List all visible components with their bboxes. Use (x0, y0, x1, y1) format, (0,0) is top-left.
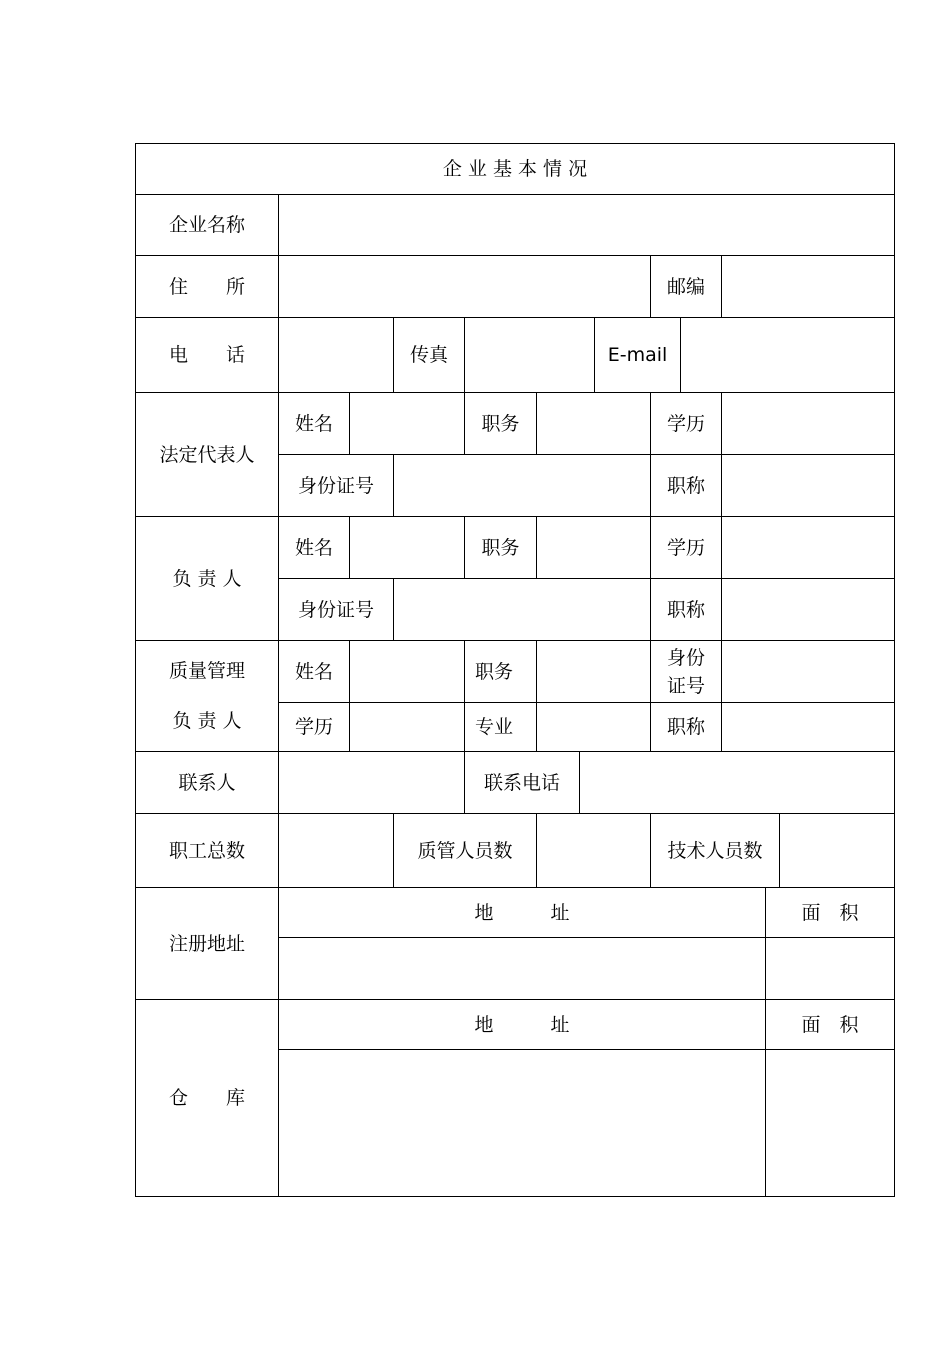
pic-education-field[interactable] (721, 516, 895, 579)
qc-staff-label: 质管人员数 (393, 813, 537, 888)
legal-rep-name-label: 姓名 (278, 392, 350, 455)
pic-position-field[interactable] (536, 516, 651, 579)
qm-major-label: 专业 (464, 702, 537, 752)
legal-rep-title-label: 职称 (650, 454, 722, 517)
legal-rep-position-field[interactable] (536, 392, 651, 455)
phone-label: 电 话 (135, 317, 279, 393)
qm-id-field[interactable] (721, 640, 895, 703)
postcode-label: 邮编 (650, 255, 722, 318)
warehouse-address-header: 地 址 (278, 999, 766, 1050)
qm-id-label-line1: 身份 (666, 646, 705, 669)
warehouse-area-header: 面 积 (765, 999, 895, 1050)
form-title: 企 业 基 本 情 况 (135, 143, 895, 195)
pic-position-label: 职务 (464, 516, 537, 579)
legal-rep-position-label: 职务 (464, 392, 537, 455)
tech-staff-label: 技术人员数 (650, 813, 780, 888)
company-name-field[interactable] (278, 194, 895, 256)
qm-title-field[interactable] (721, 702, 895, 752)
registered-address-label: 注册地址 (135, 887, 279, 1000)
contact-label: 联系人 (135, 751, 279, 814)
pic-title-field[interactable] (721, 578, 895, 641)
phone-field[interactable] (278, 317, 394, 393)
registered-area-header: 面 积 (765, 887, 895, 938)
fax-field[interactable] (464, 317, 595, 393)
email-label: E-mail (594, 317, 681, 393)
address-field[interactable] (278, 255, 651, 318)
legal-rep-education-field[interactable] (721, 392, 895, 455)
quality-manager-label-line2: 负 责 人 (172, 710, 242, 732)
qm-name-field[interactable] (349, 640, 465, 703)
postcode-field[interactable] (721, 255, 895, 318)
legal-rep-id-label: 身份证号 (278, 454, 394, 517)
person-in-charge-label: 负 责 人 (135, 516, 279, 641)
qm-id-label (650, 640, 722, 703)
qm-education-label: 学历 (278, 702, 350, 752)
address-label: 住 所 (135, 255, 279, 318)
tech-staff-field[interactable] (779, 813, 895, 888)
pic-title-label: 职称 (650, 578, 722, 641)
legal-rep-id-field[interactable] (393, 454, 651, 517)
contact-phone-label: 联系电话 (464, 751, 580, 814)
warehouse-area-field[interactable] (765, 1049, 895, 1197)
legal-rep-title-field[interactable] (721, 454, 895, 517)
qm-major-field[interactable] (536, 702, 651, 752)
pic-education-label: 学历 (650, 516, 722, 579)
company-name-label: 企业名称 (135, 194, 279, 256)
qm-position-label: 职务 (464, 640, 537, 703)
quality-manager-label-line1: 质量管理 (168, 660, 245, 682)
registered-area-field[interactable] (765, 937, 895, 1000)
warehouse-address-field[interactable] (278, 1049, 766, 1197)
pic-name-field[interactable] (349, 516, 465, 579)
legal-rep-education-label: 学历 (650, 392, 722, 455)
staff-total-field[interactable] (278, 813, 394, 888)
legal-rep-label: 法定代表人 (135, 392, 279, 517)
contact-phone-field[interactable] (579, 751, 895, 814)
staff-total-label: 职工总数 (135, 813, 279, 888)
warehouse-label: 仓 库 (135, 999, 279, 1197)
contact-field[interactable] (278, 751, 465, 814)
pic-name-label: 姓名 (278, 516, 350, 579)
quality-manager-label (135, 640, 279, 752)
enterprise-info-form (136, 144, 895, 1197)
qm-id-label-line2: 证号 (666, 674, 705, 697)
pic-id-field[interactable] (393, 578, 651, 641)
registered-address-header: 地 址 (278, 887, 766, 938)
qm-name-label: 姓名 (278, 640, 350, 703)
email-field[interactable] (680, 317, 895, 393)
qm-title-label: 职称 (650, 702, 722, 752)
qc-staff-field[interactable] (536, 813, 651, 888)
qm-position-field[interactable] (536, 640, 651, 703)
registered-address-field[interactable] (278, 937, 766, 1000)
legal-rep-name-field[interactable] (349, 392, 465, 455)
fax-label: 传真 (393, 317, 465, 393)
pic-id-label: 身份证号 (278, 578, 394, 641)
qm-education-field[interactable] (349, 702, 465, 752)
